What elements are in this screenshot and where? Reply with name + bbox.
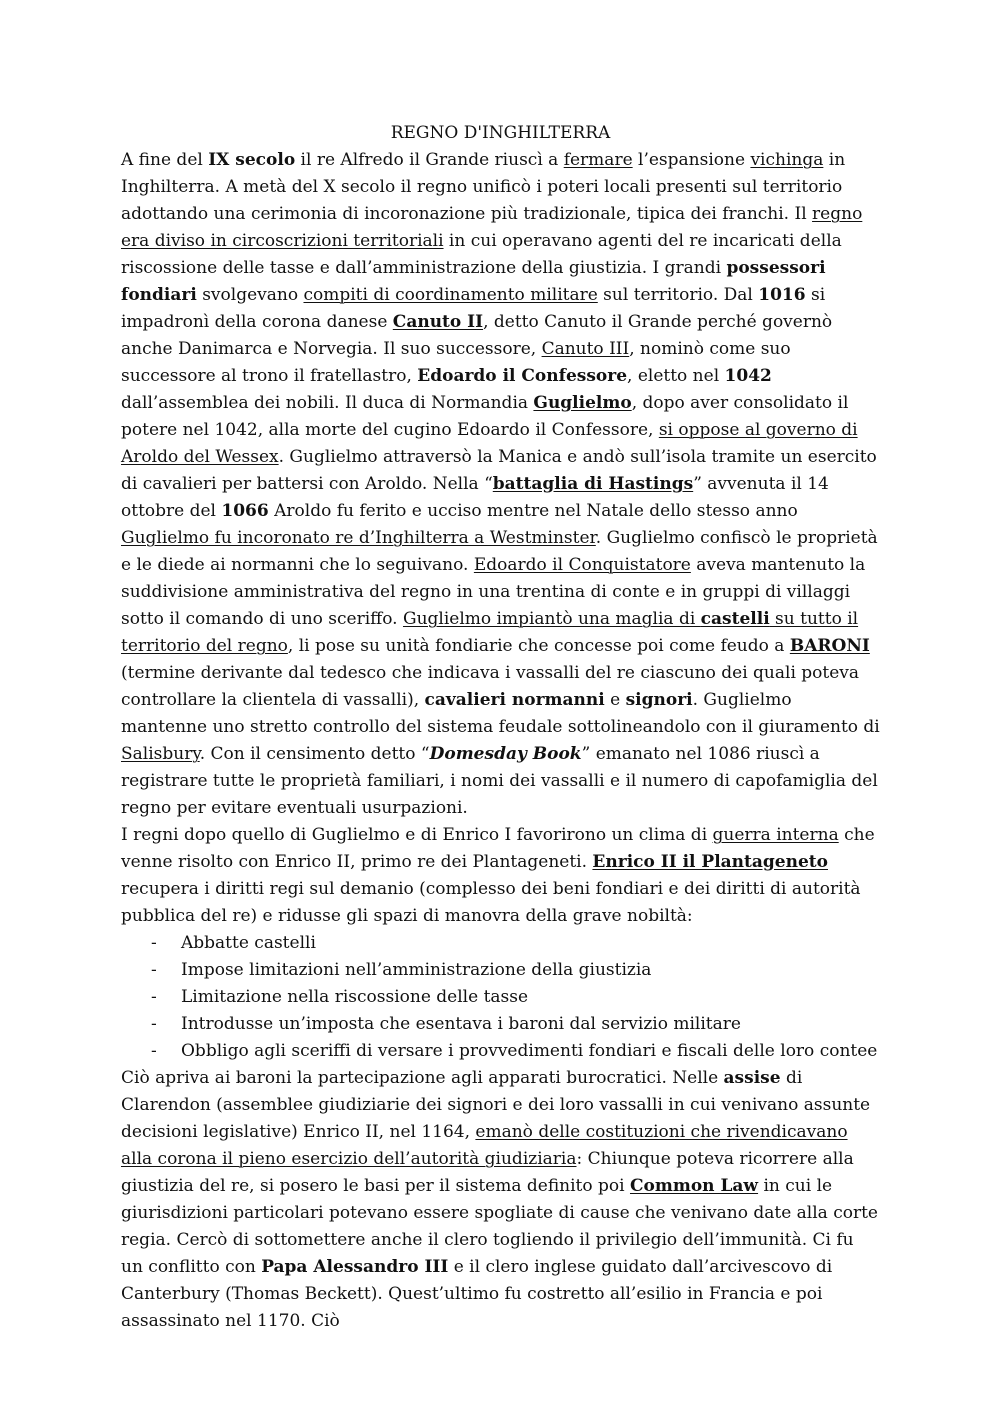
list-marker: - [151, 1014, 157, 1034]
text-run: in cui operavano agenti del re incaricati della riscossione delle tasse e dall’amministrazione della giustizia. I grandi [121, 231, 842, 278]
bold-text: cavalieri normanni [424, 690, 605, 710]
underlined-text: Edoardo il Conquistatore [473, 555, 691, 575]
underlined-text: fermare [563, 150, 633, 170]
bold-text: 1016 [758, 285, 806, 305]
list-item-text: Limitazione nella riscossione delle tasse [181, 987, 529, 1007]
text-run: e il clero inglese guidato dall’arcivescovo di Canterbury (Thomas Beckett). Quest’ultimo fu costretto all’esilio in Francia e poi assassinato nel 1170. Ciò [121, 1257, 833, 1331]
text-run: recupera i diritti regi sul demanio (complesso dei beni fondiari e dei diritti di autorità pubblica del re) e ridusse gli spazi di manovra della grave nobiltà: [121, 879, 861, 926]
text-run: l’espansione [632, 150, 751, 170]
text-run: , dopo aver consolidato il potere nel 1042, alla morte del cugino Edoardo il Confessore, [121, 393, 849, 440]
text-run: . Guglielmo attraversò la Manica e andò sull’isola tramite un esercito di cavalieri per battersi con Aroldo. Nella “ [121, 447, 877, 494]
paragraph-3 [121, 1065, 880, 1335]
list-item-text: Introdusse un’imposta che esentava i baroni dal servizio militare [181, 1014, 741, 1034]
bold-text: IX secolo [208, 150, 296, 170]
bold-text: 1042 [724, 366, 772, 386]
text-run: , detto Canuto il Grande perché governò anche Danimarca e Norvegia. Il suo successore, [121, 312, 833, 359]
bold-underlined-text: Common Law [629, 1176, 759, 1196]
text-run: sul territorio. Dal [597, 285, 759, 305]
text-run: : Chiunque poteva ricorrere alla giustizia del re, si posero le basi per il sistema definito poi [121, 1149, 854, 1196]
bold-text: assise [723, 1068, 781, 1088]
bold-underlined-text: Guglielmo [533, 393, 632, 413]
bold-underlined-text: castelli [700, 609, 770, 629]
list-item-text: Impose limitazioni nell’amministrazione della giustizia [181, 960, 652, 980]
text-run: A fine del [121, 150, 209, 170]
bold-underlined-text: battaglia di Hastings [492, 474, 694, 494]
underlined-text: compiti di coordinamento militare [303, 285, 598, 305]
page-title: REGNO D'INGHILTERRA [390, 123, 611, 143]
text-run: si impadronì della corona danese [121, 285, 826, 332]
list-item [121, 930, 880, 957]
measures-list [121, 930, 880, 1065]
underlined-text: guerra interna [712, 825, 839, 845]
list-item [121, 984, 880, 1011]
text-run: . Con il censimento detto “ [199, 744, 430, 764]
list-item-text: Abbatte castelli [181, 933, 316, 953]
text-run: che venne risolto con Enrico II, primo re dei Plantageneti. [121, 825, 875, 872]
paragraph-1 [121, 147, 880, 822]
text-run: svolgevano [196, 285, 304, 305]
text-run: in cui le giurisdizioni particolari potevano essere spogliate di cause che venivano date alla corte regia. Cercò di sottomettere anche il clero togliendo il privilegio dell’immunità. Ci fu un conflitto con [121, 1176, 878, 1277]
text-run: . Guglielmo mantenne uno stretto controllo del sistema feudale sottolineandolo con il giuramento di [121, 690, 880, 737]
text-run: e [604, 690, 626, 710]
underlined-text: Guglielmo fu incoronato re d’Inghilterra a Westminster [121, 528, 596, 548]
bold-italic-text: Domesday Book [429, 744, 582, 764]
list-marker: - [151, 960, 157, 980]
underlined-text: si oppose al governo di Aroldo del Wessex [121, 420, 858, 467]
list-marker: - [151, 1041, 157, 1061]
underlined-text: Salisbury [121, 744, 200, 764]
list-marker: - [151, 987, 157, 1007]
bold-text: possessori fondiari [121, 258, 826, 305]
text-run: I regni dopo quello di Guglielmo e di Enrico I favorirono un clima di [121, 825, 713, 845]
list-item [121, 957, 880, 984]
list-marker: - [151, 933, 157, 953]
text-run: ” avvenuta il 14 ottobre del [121, 474, 829, 521]
bold-text: 1066 [221, 501, 269, 521]
text-run: aveva mantenuto la suddivisione amministrativa del regno in una trentina di conte e in gruppi di villaggi sotto il comando di uno sceriffo. [121, 555, 866, 629]
bold-text: Edoardo il Confessore [417, 366, 628, 386]
underlined-text: Guglielmo impiantò una maglia di [402, 609, 701, 629]
list-item-text: Obbligo agli sceriffi di versare i provvedimenti fondiari e fiscali delle loro contee [181, 1041, 878, 1061]
text-run: Ciò apriva ai baroni la partecipazione agli apparati burocratici. Nelle [121, 1068, 724, 1088]
underlined-text: vichinga [750, 150, 824, 170]
text-run: , eletto nel [627, 366, 725, 386]
underlined-text: emanò delle costituzioni che rivendicavano alla corona il pieno esercizio dell’autorità giudiziaria [121, 1122, 848, 1169]
text-run: , li pose su unità fondiarie che concesse poi come feudo a [287, 636, 790, 656]
text-run: dall’assemblea dei nobili. Il duca di Normandia [121, 393, 534, 413]
text-run: . Guglielmo confiscò le proprietà e le diede ai normanni che lo seguivano. [121, 528, 878, 575]
bold-text: signori [625, 690, 693, 710]
bold-underlined-text: BARONI [789, 636, 870, 656]
bold-underlined-text: Enrico II il Plantageneto [592, 852, 828, 872]
text-run: (termine derivante dal tedesco che indicava i vassalli del re ciascuno dei quali poteva controllare la clientela di vassalli), [121, 663, 860, 710]
underlined-text: regno era diviso in circoscrizioni territoriali [121, 204, 863, 251]
bold-underlined-text: Canuto II [392, 312, 484, 332]
text-run: Aroldo fu ferito e ucciso mentre nel Natale dello stesso anno [268, 501, 798, 521]
bold-text: Papa Alessandro III [261, 1257, 449, 1277]
text-run: in Inghilterra. A metà del X secolo il regno unificò i poteri locali presenti sul territorio adottando una cerimonia di incoronazione più tradizionale, tipica dei franchi. Il [121, 150, 846, 224]
list-item [121, 1011, 880, 1038]
paragraph-2 [121, 822, 880, 930]
text-run: , nominò come suo successore al trono il fratellastro, [121, 339, 791, 386]
underlined-text: Canuto III [541, 339, 630, 359]
underlined-text: su tutto il territorio del regno [121, 609, 859, 656]
text-run: ” emanato nel 1086 riuscì a registrare tutte le proprietà familiari, i nomi dei vassalli e il numero di capofamiglia del regno per evitare eventuali usurpazioni. [121, 744, 878, 818]
text-run: di Clarendon (assemblee giudiziarie dei signori e dei loro vassalli in cui venivano assunte decisioni legislative) Enrico II, nel 1164, [121, 1068, 871, 1142]
text-run: il re Alfredo il Grande riuscì a [295, 150, 564, 170]
list-item [121, 1038, 880, 1065]
